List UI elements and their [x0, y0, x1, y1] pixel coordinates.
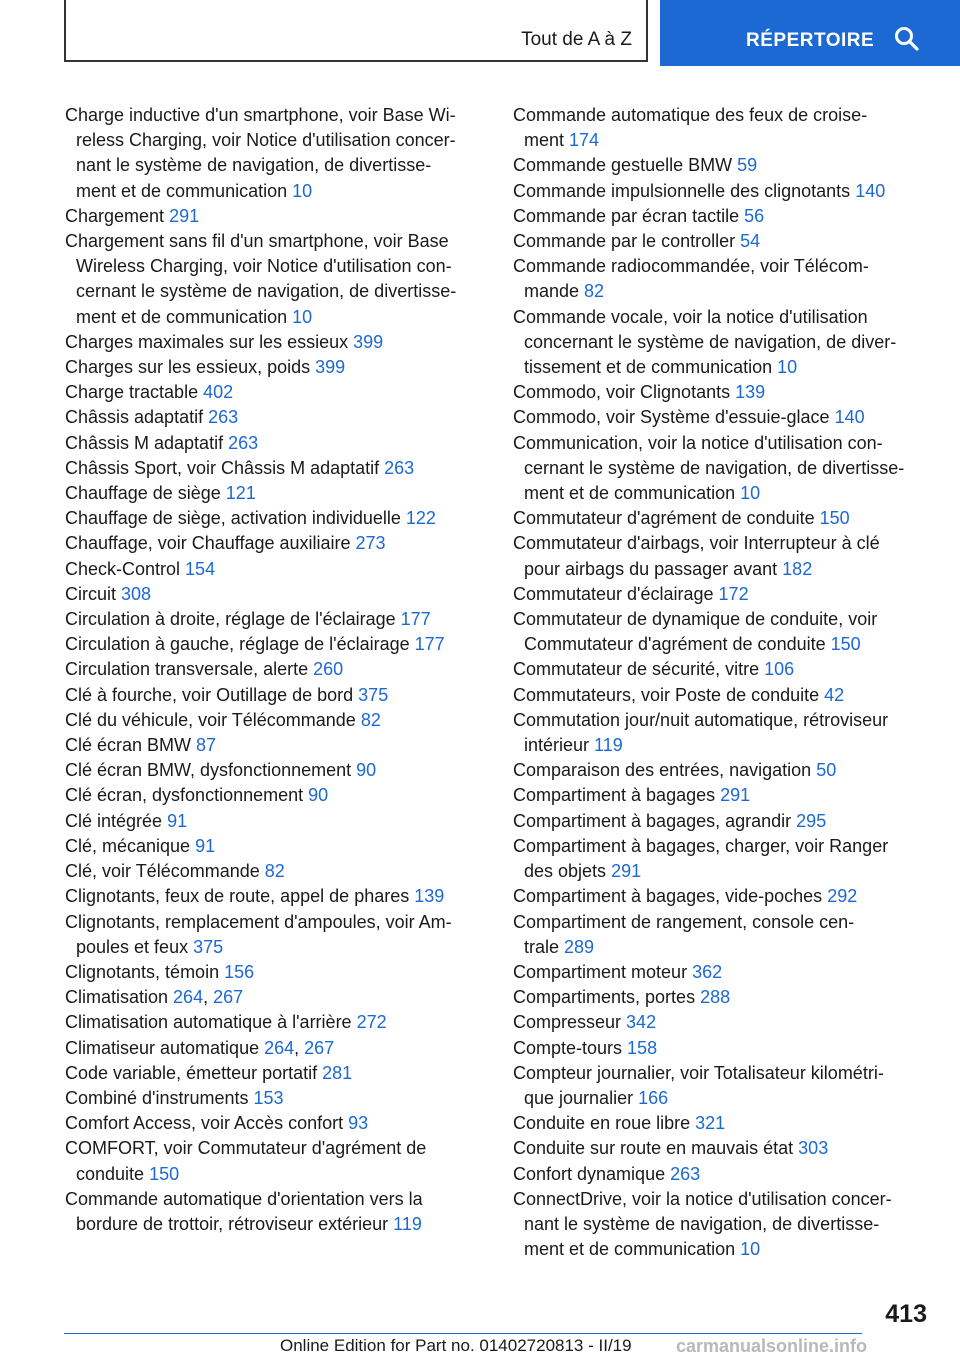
index-entry-text: Clignotants, remplacement d'ampoules, voir Am- poules et feux	[65, 911, 452, 957]
index-entry	[513, 1061, 938, 1111]
page-link[interactable]: 321	[695, 1113, 726, 1134]
page-link[interactable]: 150	[149, 1163, 180, 1184]
index-entry-text: Clé, voir Télécommande	[65, 861, 265, 882]
index-entry-text: Commande vocale, voir la notice d'utilisation concernant le système de navigation, de diver- tissement et de communication	[513, 306, 897, 378]
index-entry-text: Chargement	[65, 205, 170, 226]
index-entry	[65, 531, 485, 556]
index-entry	[65, 431, 485, 456]
index-entry-text: Confort dynamique	[513, 1163, 671, 1184]
page-link[interactable]: 172	[718, 583, 749, 604]
page-link[interactable]: 90	[308, 785, 329, 806]
index-entry	[65, 380, 485, 405]
index-entry	[513, 1162, 938, 1187]
index-entry-text: Conduite sur route en mauvais état	[513, 1138, 799, 1159]
index-entry-text: Commutateur d'éclairage	[513, 583, 719, 604]
index-entry	[65, 809, 485, 834]
index-entry-text: Compartiment de rangement, console cen- trale	[513, 911, 855, 957]
footer-divider	[64, 1333, 862, 1334]
page-link[interactable]: 90	[356, 760, 377, 781]
page-number: 413	[885, 1300, 927, 1328]
index-entry	[513, 758, 938, 783]
index-entry	[513, 179, 938, 204]
edition-note: Online Edition for Part no. 01402720813 - II/19	[280, 1336, 632, 1355]
index-entry	[513, 884, 938, 909]
page-separator: ,	[203, 987, 214, 1008]
index-entry-text: Châssis adaptatif	[65, 407, 209, 428]
index-entry-text: Circulation à gauche, réglage de l'éclairage	[65, 634, 415, 655]
page-link[interactable]: 177	[400, 609, 431, 630]
index-entry-text: Clé écran BMW, dysfonctionnement	[65, 760, 357, 781]
index-entry-text: Clé écran, dysfonctionnement	[65, 785, 309, 806]
index-entry	[65, 506, 485, 531]
page-link[interactable]: 177	[414, 634, 445, 655]
page-link[interactable]: 362	[692, 961, 723, 982]
index-entry	[65, 229, 485, 330]
index-entry	[65, 355, 485, 380]
page-link[interactable]: 399	[353, 331, 384, 352]
index-entry	[513, 204, 938, 229]
page-link[interactable]: 263	[670, 1163, 701, 1184]
index-entry	[65, 1086, 485, 1111]
index-entry-text: Circuit	[65, 583, 122, 604]
index-entry-text: Commodo, voir Clignotants	[513, 382, 736, 403]
page-link[interactable]: 10	[740, 483, 761, 504]
index-entry	[65, 1136, 485, 1186]
index-entry-text: COMFORT, voir Commutateur d'agrément de conduite	[65, 1138, 427, 1184]
index-entry	[513, 1187, 938, 1263]
search-icon[interactable]	[894, 26, 920, 52]
page-link[interactable]: 182	[782, 558, 813, 579]
index-entry-text: Compartiment à bagages, vide-poches	[513, 886, 828, 907]
index-entry	[65, 330, 485, 355]
index-entry	[65, 834, 485, 859]
page-link[interactable]: 59	[737, 155, 758, 176]
index-entry-text: Compartiment moteur	[513, 961, 693, 982]
page-link[interactable]: 82	[264, 861, 285, 882]
index-entry-text: Commande par écran tactile	[513, 205, 745, 226]
page-link[interactable]: 50	[816, 760, 837, 781]
page-link[interactable]: 106	[764, 659, 795, 680]
index-entry	[65, 758, 485, 783]
index-entry-text: Compartiments, portes	[513, 987, 701, 1008]
index-entry	[65, 1111, 485, 1136]
page-link[interactable]: 264	[264, 1037, 295, 1058]
index-entry	[65, 708, 485, 733]
index-column-right	[513, 103, 938, 1262]
index-entry-text: Climatiseur automatique	[65, 1037, 265, 1058]
index-entry	[65, 405, 485, 430]
index-entry	[513, 506, 938, 531]
index-entry-text: Commutation jour/nuit automatique, rétroviseur intérieur	[513, 709, 889, 756]
page-link[interactable]: 140	[834, 407, 865, 428]
index-entry	[513, 985, 938, 1010]
index-entry-text: Conduite en roue libre	[513, 1113, 696, 1134]
index-entry	[513, 103, 938, 153]
index-entry	[513, 834, 938, 884]
index-entry	[513, 708, 938, 758]
index-entry-text: Check-Control	[65, 558, 186, 579]
index-entry	[513, 960, 938, 985]
index-entry-text: Compartiment à bagages	[513, 785, 721, 806]
index-entry-text: Clé du véhicule, voir Télécommande	[65, 709, 361, 730]
page-link[interactable]: 375	[358, 684, 389, 705]
index-tab[interactable]	[64, 0, 648, 62]
page-link[interactable]: 342	[626, 1012, 657, 1033]
index-entry-text: Châssis M adaptatif	[65, 432, 229, 453]
index-entry	[513, 431, 938, 507]
index-entry	[513, 783, 938, 808]
index-entry-text: Charge inductive d'un smartphone, voir Base Wi- reless Charging, voir Notice d'utilisation concer- nant le système de navigation, de divertisse- ment et de communication	[65, 105, 456, 201]
page-link[interactable]: 291	[169, 205, 200, 226]
page-link[interactable]: 91	[195, 835, 216, 856]
page-link[interactable]: 402	[203, 382, 234, 403]
page-link[interactable]: 281	[322, 1062, 353, 1083]
index-entry-text: Commutateur d'airbags, voir Interrupteur à clé pour airbags du passager avant	[513, 533, 880, 579]
index-entry	[513, 380, 938, 405]
page-link[interactable]: 288	[700, 987, 731, 1008]
index-entry-text: Compte-tours	[513, 1037, 628, 1058]
index-entry	[65, 1010, 485, 1035]
page-link[interactable]: 399	[315, 357, 346, 378]
index-entry	[513, 582, 938, 607]
page-link[interactable]: 267	[304, 1037, 335, 1058]
index-entry-text: Charges maximales sur les essieux	[65, 331, 354, 352]
index-entry-text: Clé, mécanique	[65, 835, 196, 856]
page-link[interactable]: 375	[193, 936, 224, 957]
index-entry	[513, 1111, 938, 1136]
page-link[interactable]: 119	[594, 735, 623, 756]
index-entry-text: Compartiment à bagages, agrandir	[513, 810, 797, 831]
index-entry-text: Commutateur de sécurité, vitre	[513, 659, 765, 680]
index-entry-text: Charge tractable	[65, 382, 204, 403]
index-entry-text: Chargement sans fil d'un smartphone, voir Base Wireless Charging, voir Notice d'utilisation con- cernant le système de navigation, de divertisse- ment et de communication	[65, 231, 457, 327]
index-entry-text: Commutateur d'agrément de conduite	[513, 508, 820, 529]
page-link[interactable]: 153	[253, 1087, 284, 1108]
index-entry	[513, 254, 938, 304]
page-link[interactable]: 156	[224, 961, 255, 982]
index-entry	[513, 910, 938, 960]
page-link[interactable]: 87	[196, 735, 217, 756]
index-entry-text: Chauffage de siège	[65, 483, 226, 504]
index-entry-text: Clé écran BMW	[65, 735, 197, 756]
page-link[interactable]: 139	[414, 886, 445, 907]
page-link[interactable]: 292	[827, 886, 858, 907]
index-entry-text: Commutateur de dynamique de conduite, voir Commutateur d'agrément de conduite	[513, 609, 878, 655]
page-link[interactable]: 154	[185, 558, 216, 579]
page-link[interactable]: 264	[173, 987, 204, 1008]
page-link[interactable]: 119	[393, 1213, 422, 1234]
index-column-left	[65, 103, 485, 1237]
index-entry-text: Compresseur	[513, 1012, 627, 1033]
page-link[interactable]: 56	[744, 205, 765, 226]
index-entry	[513, 305, 938, 381]
index-entry-text: Commutateurs, voir Poste de conduite	[513, 684, 825, 705]
page-link[interactable]: 263	[228, 432, 259, 453]
index-entry	[65, 632, 485, 657]
page-link[interactable]: 291	[720, 785, 751, 806]
page-link[interactable]: 122	[405, 508, 436, 529]
page-link[interactable]: 260	[313, 659, 344, 680]
index-entry	[513, 657, 938, 682]
index-entry-text: Code variable, émetteur portatif	[65, 1062, 323, 1083]
index-entry	[65, 859, 485, 884]
page-link[interactable]: 10	[292, 306, 313, 327]
index-entry	[65, 1061, 485, 1086]
page-link[interactable]: 303	[798, 1138, 829, 1159]
index-entry-text: Chauffage, voir Chauffage auxiliaire	[65, 533, 356, 554]
index-entry-text: Chauffage de siège, activation individuelle	[65, 508, 406, 529]
index-entry	[513, 607, 938, 657]
index-entry-text: Commande par le controller	[513, 231, 741, 252]
index-entry-text: Combiné d'instruments	[65, 1087, 254, 1108]
index-entry	[65, 1036, 485, 1061]
page-link[interactable]: 166	[638, 1087, 669, 1108]
page-link[interactable]: 82	[584, 281, 605, 302]
index-entry-text: Clignotants, feux de route, appel de phares	[65, 886, 415, 907]
page-link[interactable]: 93	[348, 1113, 369, 1134]
index-entry	[65, 481, 485, 506]
index-entry	[513, 809, 938, 834]
page-link[interactable]: 139	[735, 382, 766, 403]
index-entry-text: Circulation transversale, alerte	[65, 659, 314, 680]
index-entry-text: Climatisation automatique à l'arrière	[65, 1012, 357, 1033]
index-entry-text: Circulation à droite, réglage de l'éclairage	[65, 609, 401, 630]
index-entry	[65, 204, 485, 229]
index-entry-text: Clignotants, témoin	[65, 961, 225, 982]
watermark: carmanualsonline.info	[676, 1336, 868, 1356]
page-link[interactable]: 140	[855, 180, 886, 201]
index-entry	[65, 884, 485, 909]
page-link[interactable]: 295	[796, 810, 827, 831]
page-link[interactable]: 158	[627, 1037, 658, 1058]
index-entry-text: Commande impulsionnelle des clignotants	[513, 180, 856, 201]
index-entry-text: Comparaison des entrées, navigation	[513, 760, 817, 781]
index-entry	[65, 103, 485, 204]
index-entry	[65, 657, 485, 682]
index-entry	[513, 683, 938, 708]
index-entry	[513, 229, 938, 254]
index-entry-text: Commande automatique d'orientation vers la bordure de trottoir, rétroviseur extérieur	[65, 1188, 423, 1234]
page-link[interactable]: 289	[564, 936, 595, 957]
index-entry	[65, 683, 485, 708]
index-entry-text: Charges sur les essieux, poids	[65, 357, 316, 378]
directory-tab-label: RÉPERTOIRE	[746, 30, 875, 51]
page-link[interactable]: 10	[777, 357, 798, 378]
index-entry-text: Clé intégrée	[65, 810, 168, 831]
index-entry	[65, 456, 485, 481]
index-entry-text: Compteur journalier, voir Totalisateur kilométri- que journalier	[513, 1062, 884, 1108]
index-entry-text: Commande automatique des feux de croise- ment	[513, 105, 868, 151]
index-entry-text: Clé à fourche, voir Outillage de bord	[65, 684, 359, 705]
index-entry	[513, 1036, 938, 1061]
index-entry	[65, 1187, 485, 1237]
index-entry-text: Climatisation	[65, 987, 174, 1008]
index-entry	[65, 582, 485, 607]
page-link[interactable]: 150	[819, 508, 850, 529]
index-entry	[65, 783, 485, 808]
index-entry	[513, 153, 938, 178]
page-link[interactable]: 121	[225, 483, 256, 504]
index-entry-text: Commande gestuelle BMW	[513, 155, 738, 176]
index-entry-text: Commodo, voir Système d'essuie-glace	[513, 407, 835, 428]
index-entry-text: Commande radiocommandée, voir Télécom- mande	[513, 256, 869, 302]
page-link[interactable]: 174	[569, 130, 600, 151]
index-entry-text: Châssis Sport, voir Châssis M adaptatif	[65, 457, 385, 478]
page-link[interactable]: 91	[167, 810, 188, 831]
page-link[interactable]: 272	[356, 1012, 387, 1033]
page-link[interactable]: 42	[824, 684, 845, 705]
directory-tab[interactable]	[660, 0, 960, 66]
index-entry-text: Communication, voir la notice d'utilisation con- cernant le système de navigation, de divertisse- ment et de communication	[513, 432, 905, 504]
index-entry	[65, 557, 485, 582]
page-link[interactable]: 273	[355, 533, 386, 554]
page-link[interactable]: 263	[208, 407, 239, 428]
index-entry-text: ConnectDrive, voir la notice d'utilisation concer- nant le système de navigation, de divertisse- ment et de communication	[513, 1188, 892, 1260]
index-entry	[513, 405, 938, 430]
page-separator: ,	[294, 1037, 305, 1058]
index-entry	[65, 733, 485, 758]
page-link[interactable]: 150	[830, 634, 861, 655]
index-entry	[65, 960, 485, 985]
page-link[interactable]: 267	[213, 987, 244, 1008]
index-entry-text: Compartiment à bagages, charger, voir Ranger des objets	[513, 835, 889, 882]
index-tab-label: Tout de A à Z	[521, 29, 632, 50]
index-entry	[513, 1010, 938, 1035]
index-entry	[65, 607, 485, 632]
page-link[interactable]: 10	[292, 180, 313, 201]
index-entry	[65, 910, 485, 960]
index-entry	[513, 531, 938, 581]
page-link[interactable]: 82	[360, 709, 381, 730]
page-link[interactable]: 54	[740, 231, 761, 252]
page-link[interactable]: 263	[384, 457, 415, 478]
index-entry	[513, 1136, 938, 1161]
page-link[interactable]: 308	[121, 583, 152, 604]
index-entry	[65, 985, 485, 1010]
page-link[interactable]: 10	[740, 1239, 761, 1260]
index-entry-text: Comfort Access, voir Accès confort	[65, 1113, 349, 1134]
page-link[interactable]: 291	[611, 861, 642, 882]
